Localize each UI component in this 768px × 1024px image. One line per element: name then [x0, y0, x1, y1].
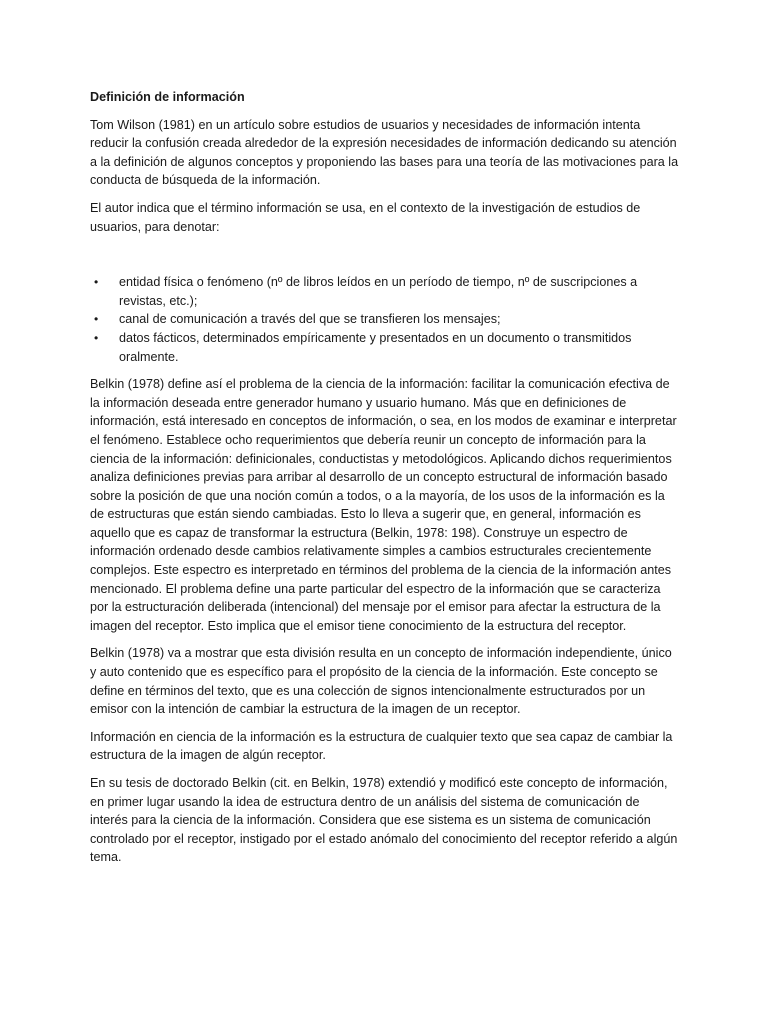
- paragraph-definition: Información en ciencia de la información es la estructura de cualquier texto que sea capaz de cambiar la estructura de la imagen de algún receptor.: [90, 729, 673, 763]
- bullet-icon: •: [94, 275, 99, 290]
- paragraph-wilson-intro: Tom Wilson (1981) en un artículo sobre estudios de usuarios y necesidades de información intenta reducir la confusión creada alrededor de la expresión necesidades de información dedicando su atención a la definición de algunos conceptos y proponiendo las bases para una teoría de las motivaciones para la conducta de búsqueda de la información.: [90, 117, 679, 188]
- document-title: Definición de información: [90, 90, 245, 104]
- list-item: [94, 273, 680, 310]
- bullet-icon: •: [94, 330, 99, 345]
- bullet-icon: •: [94, 312, 99, 327]
- paragraph-belkin-division: Belkin (1978) va a mostrar que esta división resulta en un concepto de información independiente, único y auto contenido que es específico para el propósito de la ciencia de la información. Este concepto se define en términos del texto, que es una colección de signos intencionalmente estructurados por un emisor con la intención de cambiar la estructura de la imagen de un receptor.: [90, 646, 672, 717]
- list-item: [94, 310, 680, 329]
- list-item: [94, 329, 680, 366]
- document-page: [90, 88, 680, 876]
- list-item-text: entidad física o fenómeno (nº de libros leídos en un período de tiempo, nº de suscripciones a revistas, etc.);: [119, 275, 638, 308]
- spacer: [90, 245, 680, 273]
- bullet-list: [90, 273, 680, 366]
- list-item-text: datos fácticos, determinados empíricamente y presentados en un documento o transmitidos oralmente.: [119, 330, 632, 364]
- list-item-text: canal de comunicación a través del que se transfieren los mensajes;: [119, 312, 501, 327]
- paragraph-belkin-thesis: En su tesis de doctorado Belkin (cit. en Belkin, 1978) extendió y modificó este concepto de información, en primer lugar usando la idea de estructura dentro de un análisis del sistema de comunicación de interés para la ciencia de la información. Considera que ese sistema es un sistema de comunicación controlado por el receptor, instigado por el estado anómalo del conocimiento del receptor referido a algún tema.: [90, 776, 678, 865]
- paragraph-belkin-problem: Belkin (1978) define así el problema de la ciencia de la información: facilitar la comunicación efectiva de la información deseada entre generador humano y usuario humano. Más que en definiciones de información, está interesado en conceptos de información, o sea, en los modos de examinar e interpretar el fenómeno. Establece ocho requerimientos que debería reunir un concepto de información para la ciencia de la información: definicionales, conductistas y metodológicos. Aplicando dichos requerimientos analiza definiciones previas para arribar al desarrollo de un concepto estructural de información basado sobre la posición de que una noción común a todos, o a la mayoría, de los usos de la información es la de estructuras que están siendo cambiadas. Esto lo lleva a sugerir que, en general, información es aquello que es capaz de transformar la estructura (Belkin, 1978: 198). Construye un espectro de información ordenado desde cambios relativamente simples a cambios estructurales crecientemente complejos. Este espectro es interpretado en términos del problema de la ciencia de la información antes mencionado. El problema define una parte particular del espectro de la información que se caracteriza por la estructuración deliberada (intencional) del mensaje por el emisor para afectar la estructura de la imagen del receptor. Esto implica que el emisor tiene conocimiento de la estructura del receptor.: [90, 377, 677, 633]
- paragraph-term-usage: El autor indica que el término información se usa, en el contexto de la investigación de estudios de usuarios, para denotar:: [90, 200, 641, 234]
